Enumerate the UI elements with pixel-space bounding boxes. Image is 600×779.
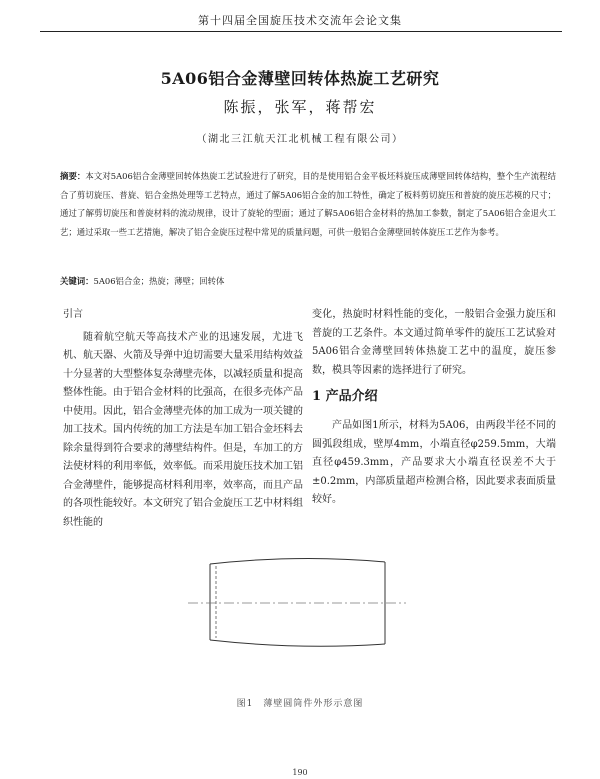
section-1-paragraph: 产品如图1所示，材料为5A06，由两段半径不同的圆弧段组成，壁厚4mm，小端直径φ259.5mm，大端直径φ459.3mm，产品要求大小端直径误差不大于±0.2mm，内部质量超声检测合格，因此要求表面质量较好。	[312, 420, 556, 505]
paper-authors: 陈振，张军，蒋帮宏	[223, 98, 377, 116]
running-header: 第十四届全国旋压技术交流年会论文集	[198, 14, 402, 27]
keywords-text: 5A06铝合金；热旋；薄壁；回转体	[93, 276, 225, 286]
abstract-text: 本文对5A06铝合金薄壁回转体热旋工艺试验进行了研究，目的是使用铝合金平板坯料旋压成薄壁回转体结构，整个生产流程结合了剪切旋压、普旋、铝合金热处理等工艺特点，通过了解5A06铝合金的加工特性，确定了板料剪切旋压和普旋的旋压芯模的尺寸；通过了解剪切旋压和普旋材料的流动规律，设计了旋轮的型面；通过了解5A06铝合金材料的热加工参数，制定了5A06铝合金退火工艺；通过采取一些工艺措施，解决了铝合金旋压过程中常见的质量问题，可供一般铝合金薄壁回转体旋压工艺作为参考。	[60, 171, 557, 237]
page-number: 190	[292, 768, 308, 777]
abstract-label: 摘要：	[60, 171, 86, 181]
part-outline	[210, 558, 385, 646]
left-column	[63, 306, 303, 532]
keywords	[60, 275, 556, 287]
paper-affiliation: （湖北三江航天江北机械工程有限公司）	[196, 134, 404, 145]
figure-1-caption: 图1 薄壁圆筒件外形示意图	[236, 699, 364, 709]
abstract	[60, 167, 556, 241]
intro-heading: 引言	[63, 309, 83, 320]
paper-title: 5A06铝合金薄壁回转体热旋工艺研究	[160, 69, 440, 88]
figure-1-drawing	[180, 548, 410, 658]
intro-paragraph: 随着航空航天等高技术产业的迅速发展，尤进飞机、航天器、火箭及导弹中迫切需要大量采用结构效益十分显著的大型整体复杂薄壁壳体，以减轻质量和提高整体性能。由于铝合金材料的比强高，在很多壳体产品中使用。因此，铝合金薄壁壳体的加工成为一项关键的加工技术。国内传统的加工方法是车加工铝合金坯料去除余量得到符合要求的薄壁结构件。但是，车加工的方法使材料的利用率低，效率低。而采用旋压技术加工铝合金薄壁件，能够提高材料利用率，效率高，而且产品的各项性能较好。本文研究了铝合金旋压工艺中材料组织性能的	[63, 331, 303, 528]
right-paragraph: 变化，热旋时材料性能的变化，一般铝合金强力旋压和普旋的工艺条件。本文通过简单零件的旋压工艺试验对5A06铝合金薄壁回转体热旋工艺中的温度，旋压参数，模具等因素的选择进行了研究。	[312, 309, 556, 376]
header-rule	[40, 31, 562, 32]
right-column	[312, 306, 556, 510]
section-1-heading: 1 产品介绍	[312, 389, 378, 404]
keywords-label: 关键词：	[60, 276, 94, 286]
